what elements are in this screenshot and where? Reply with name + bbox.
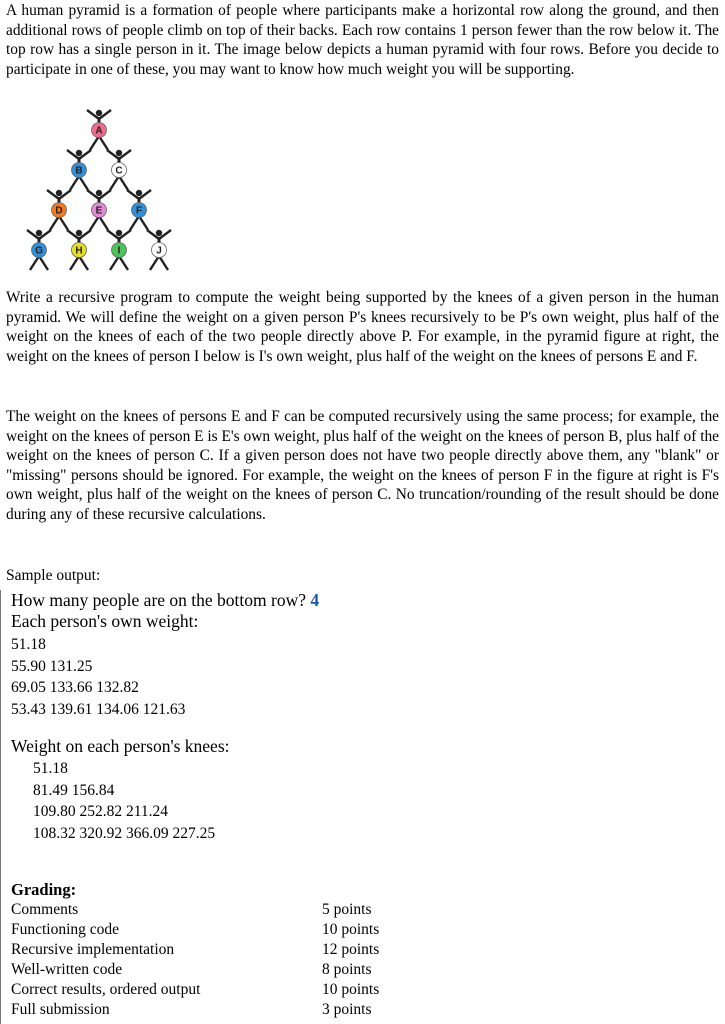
pyramid-letter: J — [156, 245, 162, 257]
pyramid-person-C — [107, 150, 131, 190]
grading-item-name: Comments — [11, 901, 79, 918]
pyramid-person-J — [147, 230, 171, 270]
pyramid-person-D — [47, 190, 71, 230]
knee-row: 51.18 — [33, 760, 68, 777]
pyramid-person-A — [87, 110, 111, 150]
pyramid-letter: H — [75, 245, 83, 257]
bottom-row-prompt — [11, 590, 319, 611]
pyramid-person-H — [67, 230, 91, 270]
pyramid-letter: C — [115, 165, 123, 177]
grading-row — [11, 981, 391, 1001]
human-pyramid-illustration — [14, 104, 184, 284]
grading-item-name: Recursive implementation — [11, 941, 175, 958]
knee-row: 81.49 156.84 — [33, 781, 115, 799]
own-weight-rows — [11, 634, 185, 720]
pyramid-letter: A — [95, 125, 103, 137]
pyramid-letter: G — [35, 245, 43, 257]
grading-item-points: 12 points — [322, 941, 380, 958]
task-paragraph: Write a recursive program to compute the weight being supported by the knees of a given person in the human pyramid. We will define the weight on a given person P's knees recursively to be P's own weight, plus half of the weight on the knees of each of the two people directly above P. For example, in the pyramid figure at right, the weight on the knees of person I below is I's own weight, plus half of the weight on the knees of persons E and F. — [6, 289, 719, 365]
intro-paragraph: A human pyramid is a formation of people where participants make a horizontal row along the ground, and then additional rows of people climb on top of their backs. Each row contains 1 person fewer than the row below it. The top row has a single person in it. The image below depicts a human pyramid with four rows. Before you decide to participate in one of these, you may want to know how much weight you will be supporting. — [6, 2, 719, 78]
grading-item-points: 10 points — [322, 921, 380, 938]
grading-item-name: Well-written code — [11, 961, 123, 978]
grading-table — [0, 880, 401, 1024]
grading-row — [11, 1001, 391, 1021]
pyramid-letter: F — [135, 205, 143, 217]
pyramid-letter: I — [117, 245, 121, 257]
pyramid-letter: D — [55, 205, 63, 217]
knee-weight-rows — [33, 758, 215, 844]
detail-paragraph: The weight on the knees of persons E and F can be computed recursively using the same process; for example, the weight on the knees of person E is E's own weight, plus half of the weight on the knees of person B, plus half of the weight on the knees of person C. If a given person does not have two people directly above them, any "blank" or "missing" persons should be ignored. For example, the weight on the knees of person F in the figure at right is F's own weight, plus half of the weight on the knees of person C. No truncation/rounding of the result should be done during any of these recursive calculations. — [6, 408, 719, 523]
grading-item-points: 10 points — [322, 981, 380, 998]
weight-row: 69.05 133.66 132.82 — [11, 679, 139, 697]
sample-output-label: Sample output: — [6, 567, 101, 584]
knee-row: 108.32 320.92 366.09 227.25 — [33, 824, 216, 842]
grading-row — [11, 901, 391, 921]
weight-row: 51.18 — [11, 636, 46, 653]
grading-row — [11, 941, 391, 961]
weight-row: 53.43 139.61 134.06 121.63 — [11, 700, 186, 718]
prompt-text: How many people are on the bottom row? — [11, 590, 306, 610]
pyramid-person-G — [27, 230, 51, 270]
pyramid-person-E — [87, 190, 111, 230]
pyramid-person-I — [107, 230, 131, 270]
knee-weight-heading: Weight on each person's knees: — [11, 736, 230, 756]
grading-row — [11, 961, 391, 981]
prompt-answer: 4 — [310, 590, 320, 610]
grading-heading: Grading: — [11, 880, 77, 899]
sample-output-box — [0, 590, 501, 880]
pyramid-person-B — [67, 150, 91, 190]
pyramid-letter: B — [75, 165, 83, 177]
grading-item-points: 5 points — [322, 901, 372, 918]
pyramid-letter: E — [95, 205, 103, 217]
knee-row: 109.80 252.82 211.24 — [33, 803, 169, 821]
grading-item-name: Correct results, ordered output — [11, 981, 201, 998]
weight-row: 55.90 131.25 — [11, 657, 93, 675]
grading-item-name: Full submission — [11, 1001, 110, 1018]
own-weight-heading: Each person's own weight: — [11, 611, 199, 631]
grading-item-points: 3 points — [322, 1001, 372, 1018]
grading-row — [11, 921, 391, 941]
grading-item-name: Functioning code — [11, 921, 120, 938]
pyramid-person-F — [127, 190, 151, 230]
grading-item-points: 8 points — [322, 961, 372, 978]
